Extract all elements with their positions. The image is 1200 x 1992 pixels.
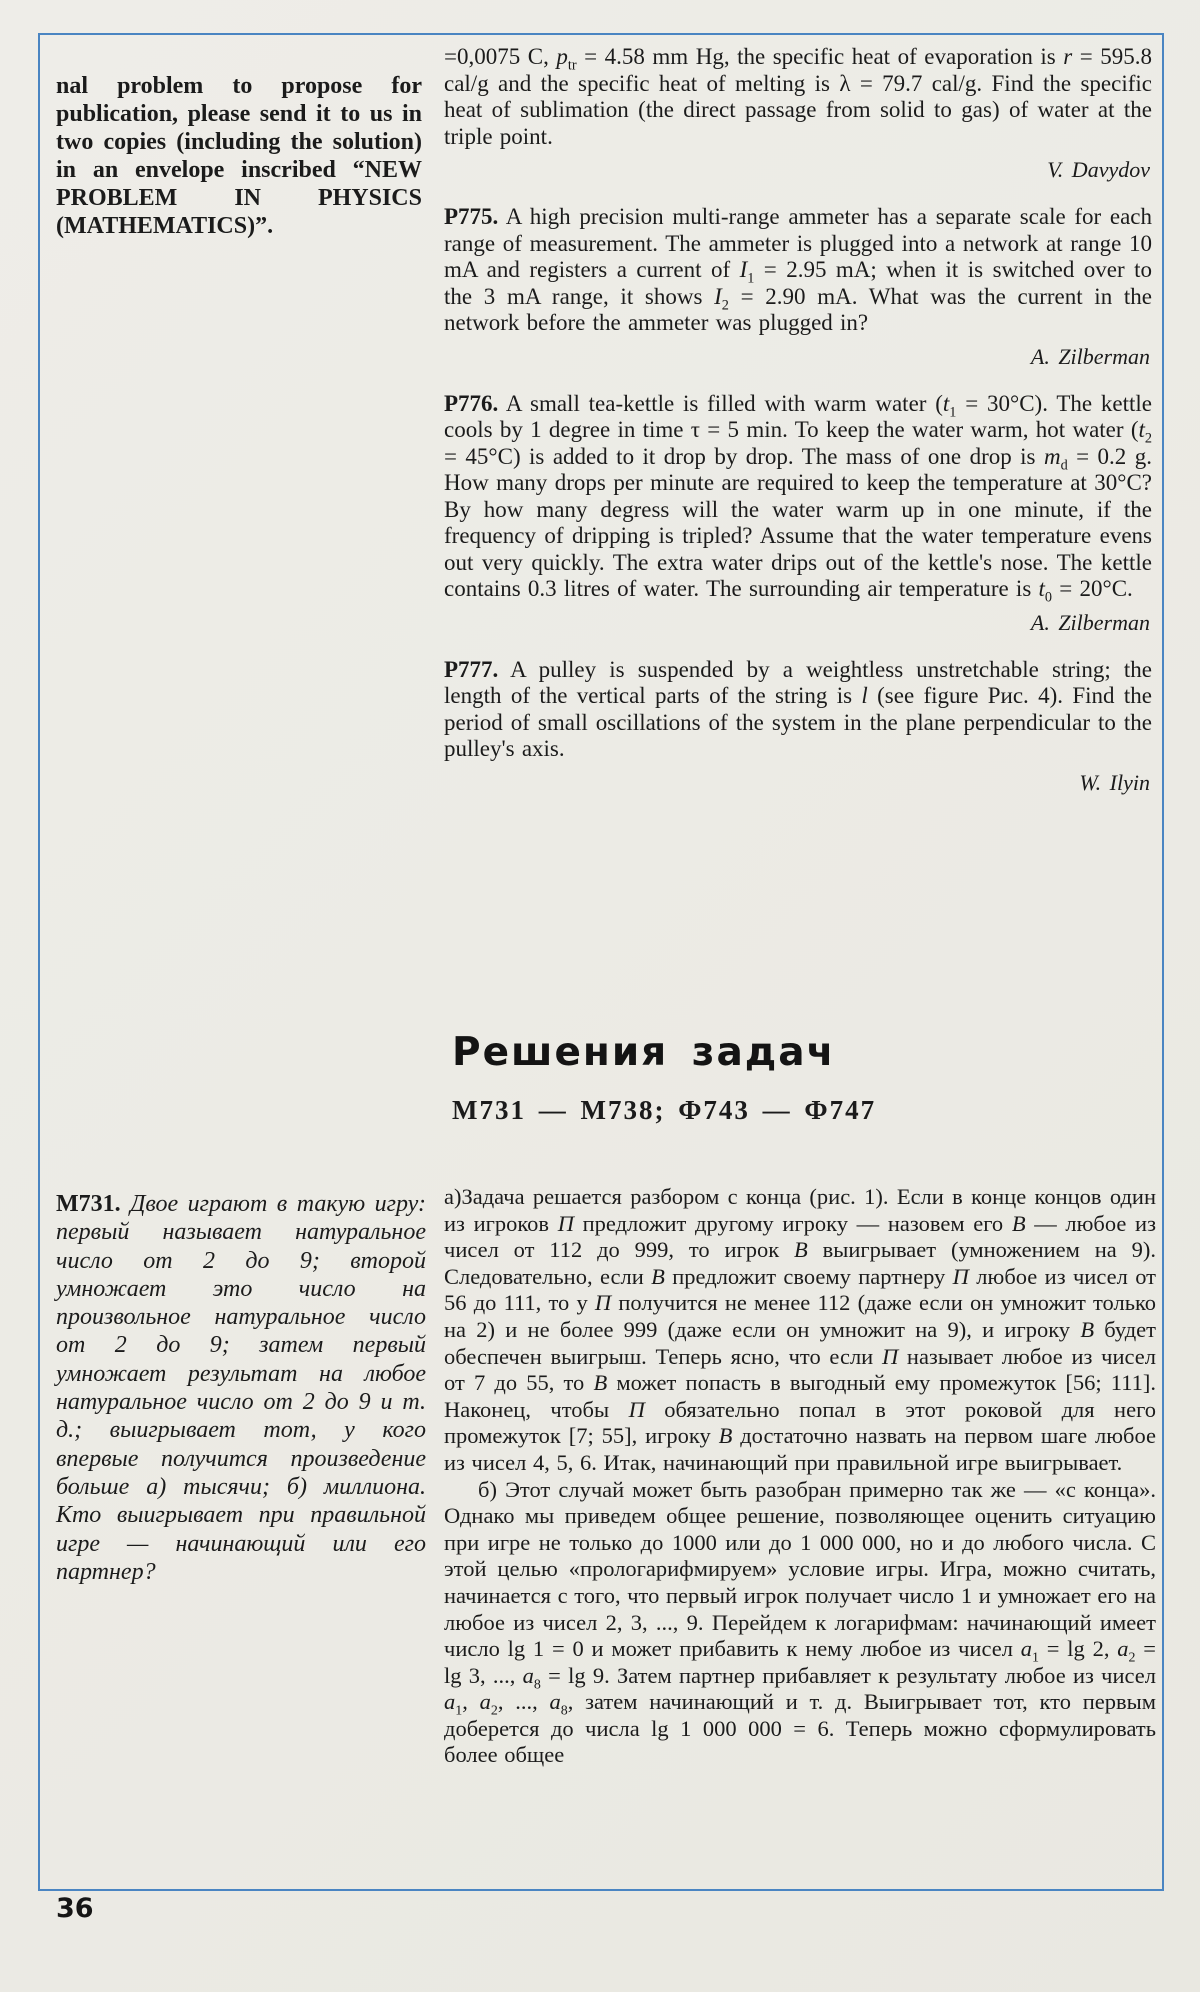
page-number: 36: [56, 1893, 94, 1924]
problem-p777: [444, 657, 1152, 763]
problem-p777-body: A pulley is suspended by a weightless unstretchable string; the length of the vertical parts of the string is l (see figure Рис. 4). Find the period of small oscillations of the system in the plane perpendicular to the pulley's axis.: [444, 656, 1153, 761]
continued-problem-body: =0,0075 C, $p_{tr} = 4.58$ mm Hg, the specific heat of evaporation is r = 595.8 cal/g and the specific heat of melting is λ = 79.7 cal/g. Find the specific heat of sublimation (the direct passage from solid to gas) of water at the triple point.: [444, 44, 1152, 149]
solution-m731-part-a: а)Задача решается разбором с конца (рис. 1). Если в конце концов один из игроков П предложит другому игроку — назовем его В — любое из чисел от 112 до 999, то игрок В выигрывает (умножением на 9). Следовательно, если В предложит своему партнеру П любое из чисел от 56 до 111, то у П получится не менее 112 (даже если он умножит только на 2) и не более 999 (даже если он умножит на 9), и игроку В будет обеспечен выигрыш. Теперь ясно, что если П называет любое из чисел от 7 до 55, то В может попасть в выгодный ему промежуток [56; 111]. Наконец, чтобы П обязательно попал в этот роковой для него промежуток [7; 55], игроку В достаточно назвать на первом шаге любое из чисел 4, 5, 6. Итак, начинающий при правильной игре выигрывает.: [444, 1184, 1157, 1475]
problem-m731-label: М731.: [56, 1191, 121, 1217]
problem-p775-body: A high precision multi-range ammeter has a separate scale for each range of measurement. The ammeter is plugged into a network at range 10 mA and registers a current of $I_1 = 2.95$ mA; when it is switched over to the 3 mA range, it shows $I_2 = 2.90$ mA. What was the current in the network before the ammeter was plugged in?: [444, 204, 1152, 335]
solutions-section-header: [452, 1030, 1152, 1126]
submission-notice: nal problem to propose for publication, please send it to us in two copies (including the solution) in an envelope inscribed “NEW PROBLEM IN PHYSICS (MATHEMATICS)”.: [56, 73, 422, 239]
author-signature-davydov: V. Davydov: [1047, 157, 1150, 182]
problems-column: [444, 44, 1152, 817]
solutions-title: Решения задач: [452, 1030, 836, 1075]
problem-p775-label: P775.: [444, 204, 499, 229]
author-signature-zilberman-1: A. Zilberman: [1030, 343, 1150, 369]
problem-m731-body: Двое играют в такую игру: первый называет натуральное число от 2 до 9; второй умножает это число на произвольное натуральное число от 2 до 9; затем первый умножает результат на любое натуральное число от 2 до 9 и т. д.; выигрывает тот, у кого впервые получится произведение больше а) тысячи; б) миллиона. Кто выигрывает при правильной игре — начинающий или его партнер?: [56, 1191, 427, 1585]
problem-p777-label: P777.: [444, 656, 499, 682]
author-signature-zilberman-2: A. Zilberman: [1030, 609, 1150, 635]
problem-p776-body: A small tea-kettle is filled with warm water $(t_1 = 30^\circ C)$. The kettle cools by 1 degree in time τ = 5 min. To keep the water warm, hot water $(t_2 = 45^\circ C)$ is added to it drop by drop. The mass of one drop is $m_d = 0.2$ g. How many drops per minute are required to keep the temperature at 30°C? By how many degress will the water warm up in one minute, if the frequency of dripping is tripled? Assume that the water temperature evens out very quickly. The extra water drips out of the kettle's nose. The kettle contains 0.3 litres of water. The surrounding air temperature is $t_0 = 20^\circ C$.: [444, 390, 1152, 606]
problem-p775: [444, 204, 1152, 337]
solution-m731-part-b: б) Этот случай может быть разобран примерно так же — «с конца». Однако мы приведем общее решение, позволяющее оценить ситуацию при игре не только до 1000 или до 1 000 000, но и до любого числа. С этой целью «прологарифмируем» условие игры. Игра, можно считать, начинается с того, что первый игрок получает число 1 и умножает его на любое из чисел 2, 3, ..., 9. Перейдем к логарифмам: начинающий имеет число lg 1 = 0 и может прибавить к нему любое из чисел $a_1 = \lg 2$, $a_2 = \lg 3$, ..., $a_8 = \lg 9$. Затем партнер прибавляет к результату любое из чисел $a_1$, $a_2$, ..., $a_8$, затем начинающий и т. д. Выигрывает тот, кто первым доберется до числа lg 1 000 000 = 6. Теперь можно сформулировать более общее: [444, 1476, 1156, 1768]
continued-problem-text: [444, 44, 1152, 150]
problem-p776: [444, 390, 1152, 606]
problem-m731: [56, 1190, 426, 1586]
problem-p776-label: P776.: [444, 390, 499, 416]
solutions-problem-range: М731 — М738; Ф743 — Ф747: [452, 1095, 877, 1125]
solution-m731: [444, 1184, 1156, 1769]
author-signature-ilyin: W. Ilyin: [1079, 769, 1150, 795]
